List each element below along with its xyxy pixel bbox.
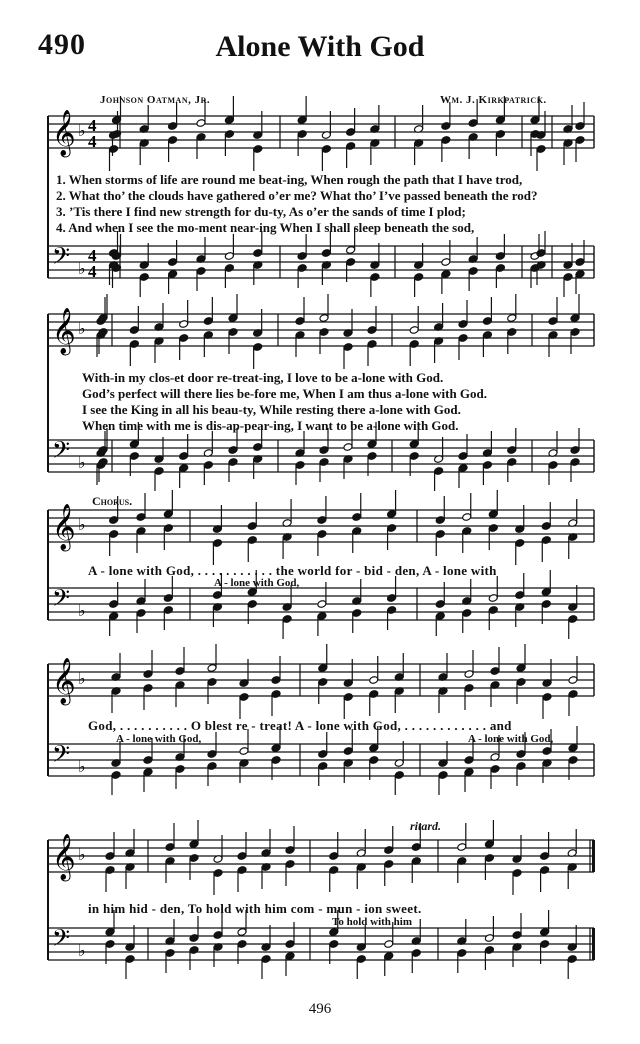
verse-4-line-2: When time with me is dis-ap-pear-ing, I want to be a-lone with God. bbox=[82, 418, 459, 433]
treble-clef: 𝄞 bbox=[52, 504, 76, 550]
flat-sign: ♭ bbox=[78, 515, 86, 534]
verse-1-line-2: With-in my clos-et door re-treat-ing, I love to be a-lone with God. bbox=[82, 370, 444, 385]
composer-credit: Wm. J. Kirkpatrick. bbox=[440, 94, 547, 106]
time-signature: 4 bbox=[88, 246, 97, 265]
treble-clef: 𝄞 bbox=[52, 658, 76, 704]
final-bar bbox=[592, 840, 595, 872]
treble-clef: 𝄞 bbox=[52, 834, 76, 880]
verse-4-line-1: 4. And when I see the mo-ment near-ing When I shall sleep beneath the sod, bbox=[56, 220, 475, 235]
flat-sign: ♭ bbox=[78, 757, 86, 776]
flat-sign: ♭ bbox=[78, 319, 86, 338]
flat-sign: ♭ bbox=[78, 453, 86, 472]
page-number: 496 bbox=[308, 1001, 332, 1017]
verse-2-line-2: God’s perfect will there lies be-fore me, When I am thus a-lone with God. bbox=[82, 386, 488, 401]
bass-clef: 𝄢 bbox=[52, 242, 71, 275]
chorus-line-3: in him hid - den, To hold with him com - mun - ion sweet. bbox=[88, 901, 422, 916]
chorus-line-1-alto: A - lone with God, bbox=[214, 577, 300, 589]
flat-sign: ♭ bbox=[78, 259, 86, 278]
flat-sign: ♭ bbox=[78, 941, 86, 960]
flat-sign: ♭ bbox=[78, 121, 86, 140]
chorus-line-2: God, . . . . . . . . . . O blest re - treat! A - lone with God, . . . . . . . . . . . . and bbox=[88, 718, 512, 733]
chorus-line-1: A - lone with God, . . . . . . . . . . . the world for - bid - den, A - lone with bbox=[88, 563, 497, 578]
flat-sign: ♭ bbox=[78, 669, 86, 688]
flat-sign: ♭ bbox=[78, 601, 86, 620]
treble-clef: 𝄞 bbox=[52, 110, 76, 156]
flat-sign: ♭ bbox=[78, 845, 86, 864]
chorus-line-2-alto-a: A - lone with God, bbox=[116, 733, 202, 745]
hymn-number: 490 bbox=[38, 28, 86, 61]
bass-clef: 𝄢 bbox=[52, 740, 71, 773]
hymn-title: Alone With God bbox=[215, 30, 425, 63]
time-signature: 4 bbox=[88, 262, 97, 281]
bass-clef: 𝄢 bbox=[52, 436, 71, 469]
chorus-label: Chorus. bbox=[92, 494, 133, 508]
chorus-line-2-alto-b: A - lone with God, bbox=[468, 733, 554, 745]
verse-1-line-1: 1. When storms of life are round me beat-ing, When rough the path that I have trod, bbox=[56, 172, 523, 187]
final-bar bbox=[592, 928, 595, 960]
verse-3-line-1: 3. ’Tis there I find new strength for du-ty, As o’er the sands of time I plod; bbox=[56, 204, 466, 219]
verse-2-line-1: 2. What tho’ the clouds have gathered o’er me? What tho’ I’ve passed beneath the rod? bbox=[56, 188, 538, 203]
chorus-line-3-alto: To hold with him bbox=[332, 916, 412, 928]
verse-3-line-2: I see the King in all his beau-ty, While resting there a-lone with God. bbox=[82, 402, 461, 417]
bass-clef: 𝄢 bbox=[52, 924, 71, 957]
treble-clef: 𝄞 bbox=[52, 308, 76, 354]
bass-clef: 𝄢 bbox=[52, 584, 71, 617]
lyricist-credit: Johnson Oatman, Jr. bbox=[100, 94, 211, 106]
ritard-marking: ritard. bbox=[410, 819, 442, 833]
time-signature: 4 bbox=[88, 132, 97, 151]
time-signature: 4 bbox=[88, 116, 97, 135]
